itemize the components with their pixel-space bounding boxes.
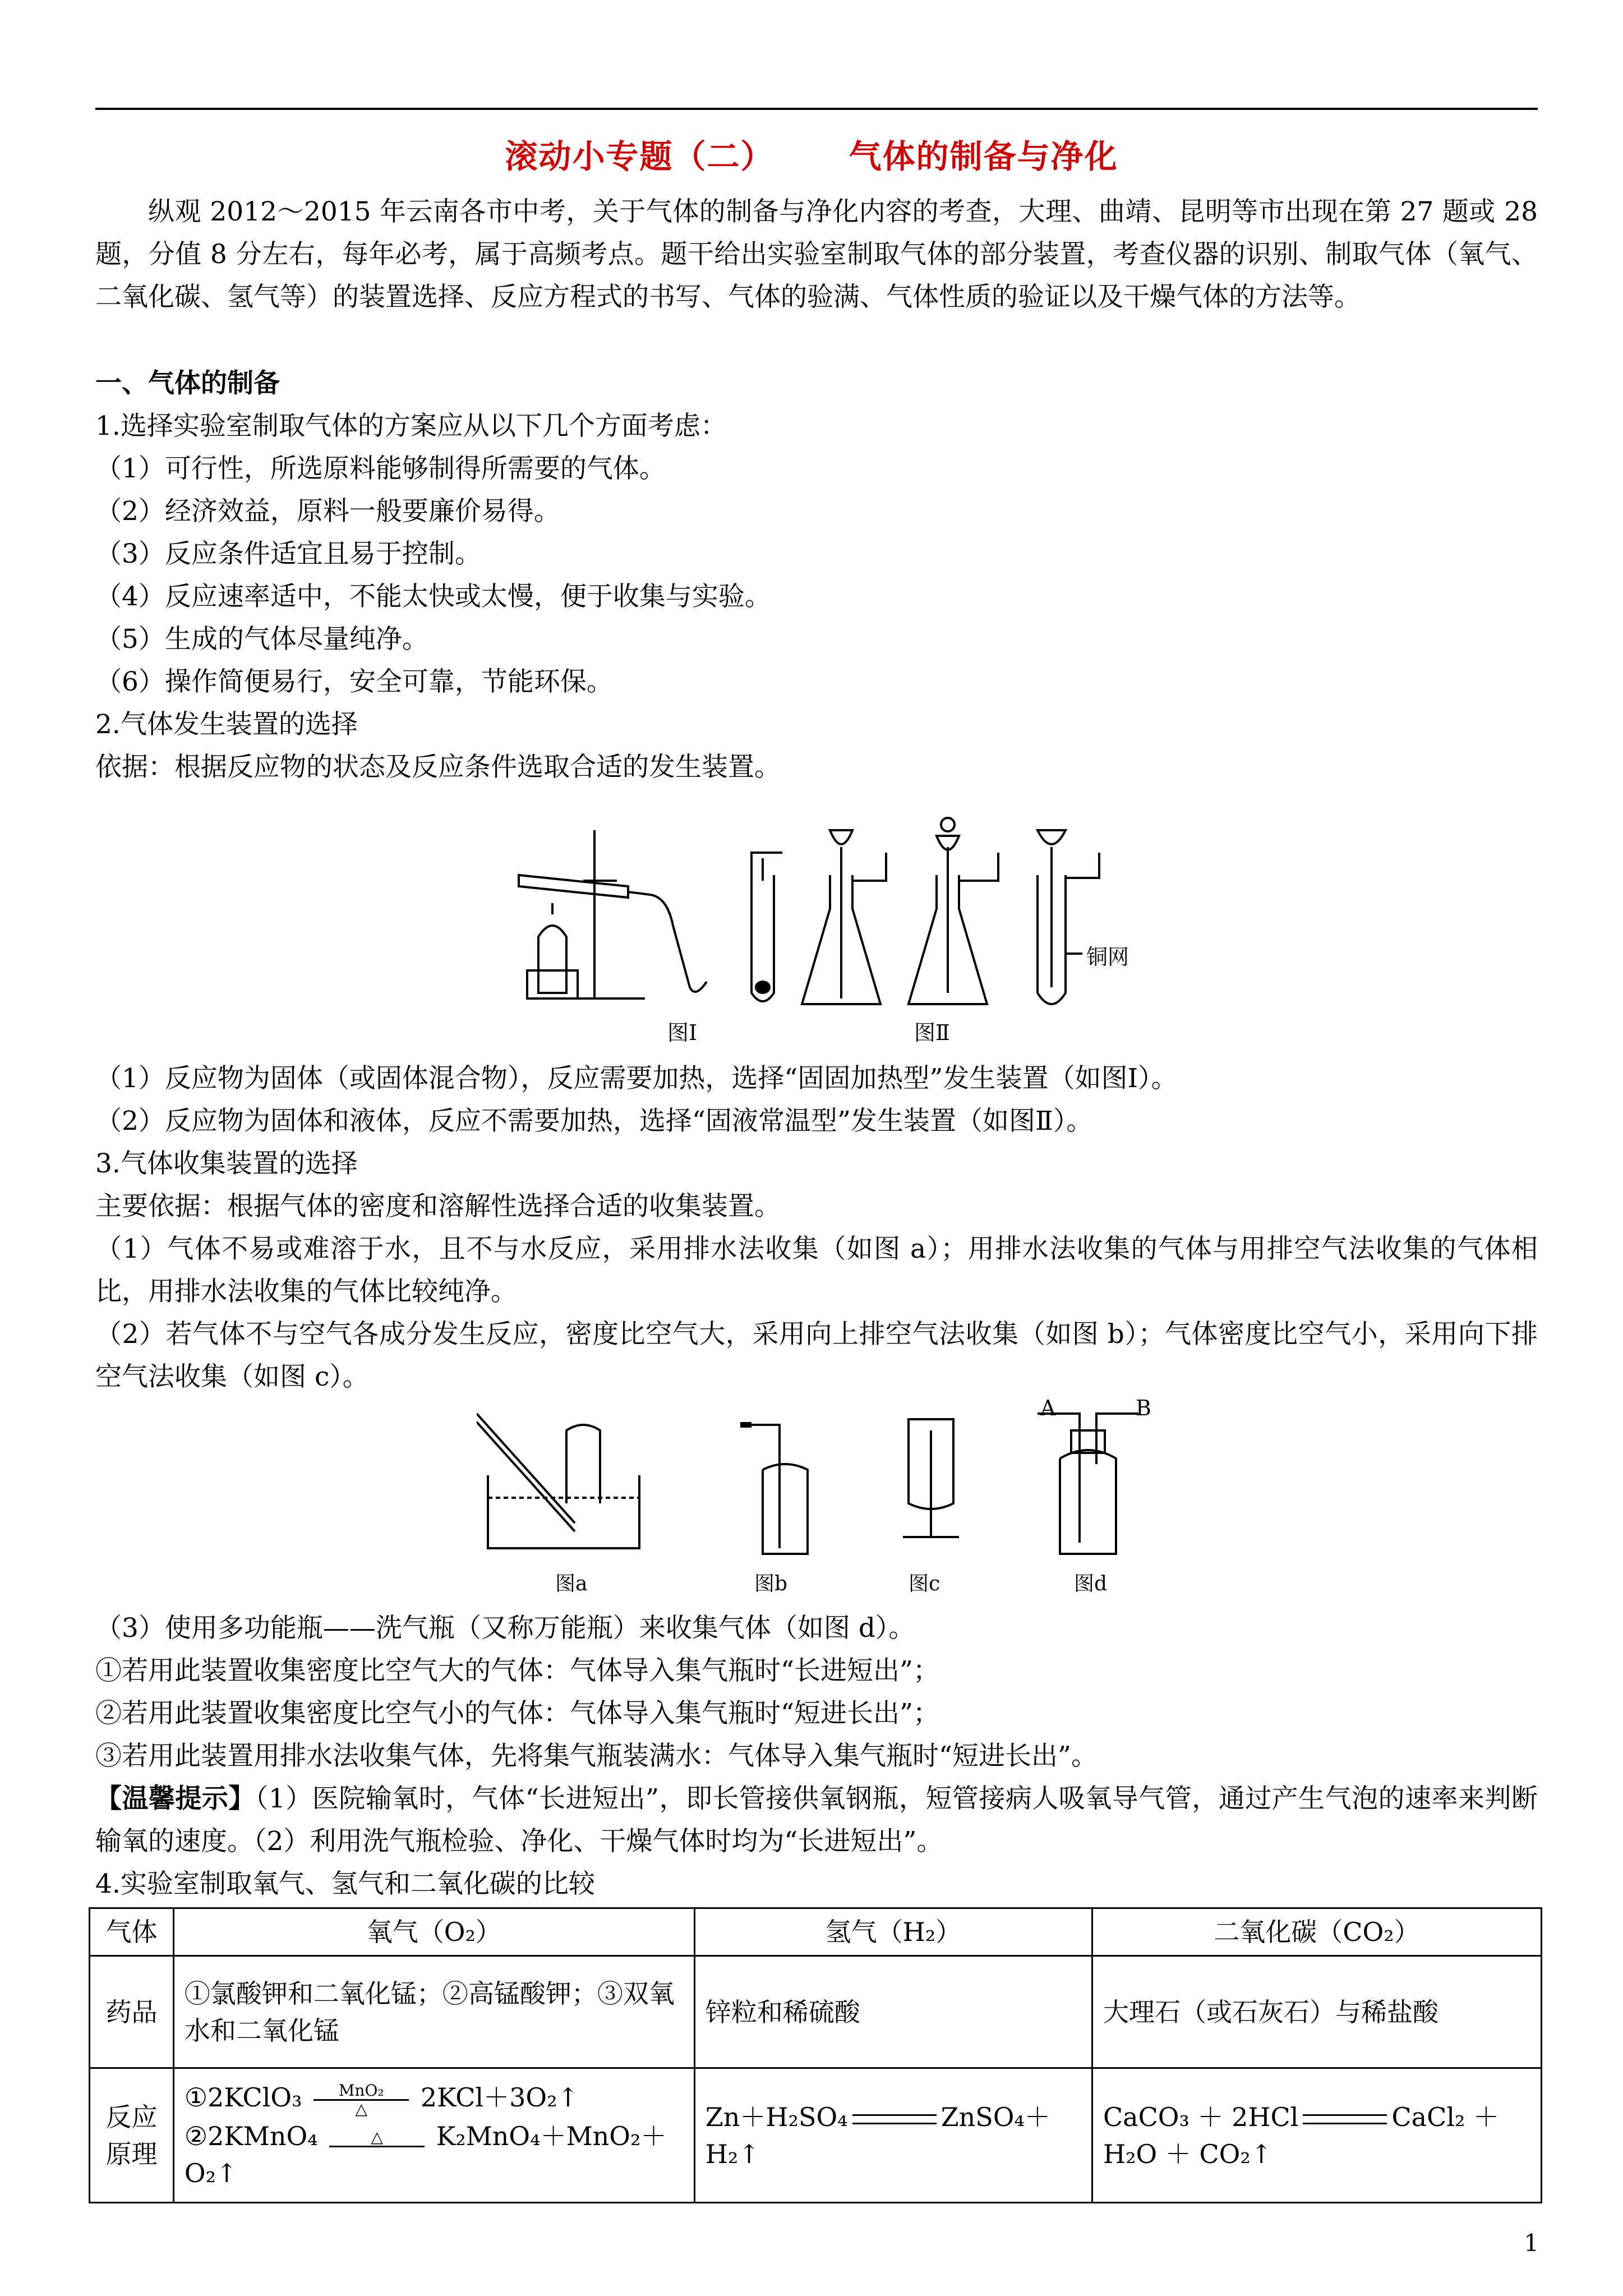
intro-paragraph: 纵观 2012～2015 年云南各市中考，关于气体的制备与净化内容的考查，大理、曲靖、昆明等市出现在第 27 题或 28 题，分值 8 分左右，每年必考，属于高频考点。题干给出实验室制取气体的部分装置，考查仪器的识别、制取气体（氧气、二氧化碳、氢气等）的装置选择、反应方程式的书写、气体的验满、气体性质的验证以及干燥气体的方法等。 xyxy=(95,196,1538,312)
label-fig-b: 图b xyxy=(754,1572,788,1595)
reaction-condition: △ xyxy=(329,2129,425,2147)
equation-kmno4: ②2KMnO₄ △ K₂MnO₄＋MnO₂＋O₂↑ xyxy=(184,2120,667,2188)
list-item: （2）反应物为固体和液体，反应不需要加热，选择“固液常温型”发生装置（如图Ⅱ）。 xyxy=(95,1106,1093,1137)
list-item: （2）若气体不与空气各成分发生反应，密度比空气大，采用向上排空气法收集（如图 b）；气体密度比空气小，采用向下排空气法收集（如图 c）。 xyxy=(95,1319,1538,1392)
top-rule xyxy=(95,108,1538,110)
label-copper-mesh: 铜网 xyxy=(1086,945,1129,969)
figure-generation-apparatus xyxy=(505,813,1133,1027)
cell-h2-equation: Zn＋H₂SO₄ ZnSO₄＋H₂↑ xyxy=(694,2068,1092,2203)
section-heading-1: 一、气体的制备 xyxy=(95,368,280,399)
list-item: （6）操作简便易行，安全可靠，节能环保。 xyxy=(95,666,613,697)
subheading-1-2: 2.气体发生装置的选择 xyxy=(95,709,358,740)
subheading-1-4: 4.实验室制取氧气、氢气和二氧化碳的比较 xyxy=(95,1869,595,1899)
page-title: 滚动小专题（二） 气体的制备与净化 xyxy=(505,137,1118,176)
tip-label: 【温馨提示】 xyxy=(95,1783,255,1814)
list-item: （1）反应物为固体（或固体混合物），反应需要加热，选择“固固加热型”发生装置（如图Ⅰ）。 xyxy=(95,1063,1178,1094)
cell-o2-reagents: ①氯酸钾和二氧化锰；②高锰酸钾；③双氧水和二氧化锰 xyxy=(173,1956,694,2068)
list-item: （4）反应速率适中，不能太快或太慢，便于收集与实验。 xyxy=(95,581,771,612)
list-item: （1）气体不易或难溶于水，且不与水反应，采用排水法收集（如图 a）；用排水法收集的气体与用排空气法收集的气体相比，用排水法收集的气体比较纯净。 xyxy=(95,1234,1538,1307)
basis-text: 主要依据：根据气体的密度和溶解性选择合适的收集装置。 xyxy=(95,1191,781,1222)
list-item: （3）反应条件适宜且易于控制。 xyxy=(95,539,481,569)
equals-sign xyxy=(1303,2114,1387,2124)
figure-collection-apparatus xyxy=(477,1402,1183,1571)
label-fig-I: 图Ⅰ xyxy=(667,1020,698,1045)
tip-paragraph xyxy=(95,1778,1538,1863)
header-gas: 气体 xyxy=(90,1908,174,1956)
cell-h2-reagents: 锌粒和稀硫酸 xyxy=(694,1956,1092,2068)
label-B: B xyxy=(1136,1396,1151,1420)
equals-sign xyxy=(852,2114,937,2124)
header-o2: 氧气（O₂） xyxy=(173,1908,694,1956)
row-label-reagents: 药品 xyxy=(90,1956,174,2068)
cell-co2-reagents: 大理石（或石灰石）与稀盐酸 xyxy=(1092,1956,1541,2068)
list-item: （2）经济效益，原料一般要廉价易得。 xyxy=(95,496,560,527)
sub-item: ③若用此装置用排水法收集气体，先将集气瓶装满水：气体导入集气瓶时“短进长出”。 xyxy=(95,1741,1098,1772)
label-fig-II: 图Ⅱ xyxy=(914,1020,950,1045)
cell-co2-equation: CaCO₃ ＋ 2HCl CaCl₂ ＋ H₂O ＋ CO₂↑ xyxy=(1092,2068,1541,2203)
list-item: （1）可行性，所选原料能够制得所需要的气体。 xyxy=(95,453,666,484)
subheading-1-3: 3.气体收集装置的选择 xyxy=(95,1148,358,1179)
header-co2: 二氧化碳（CO₂） xyxy=(1092,1908,1541,1956)
label-fig-d: 图d xyxy=(1074,1572,1108,1595)
sub-item: ①若用此装置收集密度比空气大的气体：气体导入集气瓶时“长进短出”； xyxy=(95,1655,940,1686)
list-item: （3）使用多功能瓶——洗气瓶（又称万能瓶）来收集气体（如图 d）。 xyxy=(95,1613,915,1644)
list-item: （5）生成的气体尽量纯净。 xyxy=(95,624,428,655)
label-A: A xyxy=(1040,1396,1056,1420)
basis-text: 依据：根据反应物的状态及反应条件选取合适的发生装置。 xyxy=(95,752,781,783)
equation-kclo3: ①2KClO₃ MnO₂ △ 2KCl＋3O₂↑ xyxy=(184,2081,579,2118)
label-fig-c: 图c xyxy=(909,1572,940,1595)
page-number: 1 xyxy=(1524,2229,1539,2257)
sub-item: ②若用此装置收集密度比空气小的气体：气体导入集气瓶时“短进长出”； xyxy=(95,1698,940,1729)
reaction-condition: MnO₂ △ xyxy=(313,2082,409,2118)
tip-text: （1）医院输氧时，气体“长进短出”，即长管接供氧钢瓶，短管接病人吸氧导气管，通过产生气泡的速率来判断输氧的速度。（2）利用洗气瓶检验、净化、干燥气体时均为“长进短出”。 xyxy=(95,1783,1538,1857)
table-row-principle xyxy=(90,2068,1542,2203)
subheading-1-1: 1.选择实验室制取气体的方案应从以下几个方面考虑： xyxy=(95,411,727,441)
table-header-row xyxy=(90,1908,1542,1956)
label-fig-a: 图a xyxy=(555,1572,588,1595)
header-h2: 氢气（H₂） xyxy=(694,1908,1092,1956)
table-row-reagents xyxy=(90,1956,1542,2068)
row-label-principle: 反应原理 xyxy=(90,2068,174,2203)
comparison-table xyxy=(89,1907,1542,2203)
cell-o2-equations xyxy=(173,2068,694,2203)
